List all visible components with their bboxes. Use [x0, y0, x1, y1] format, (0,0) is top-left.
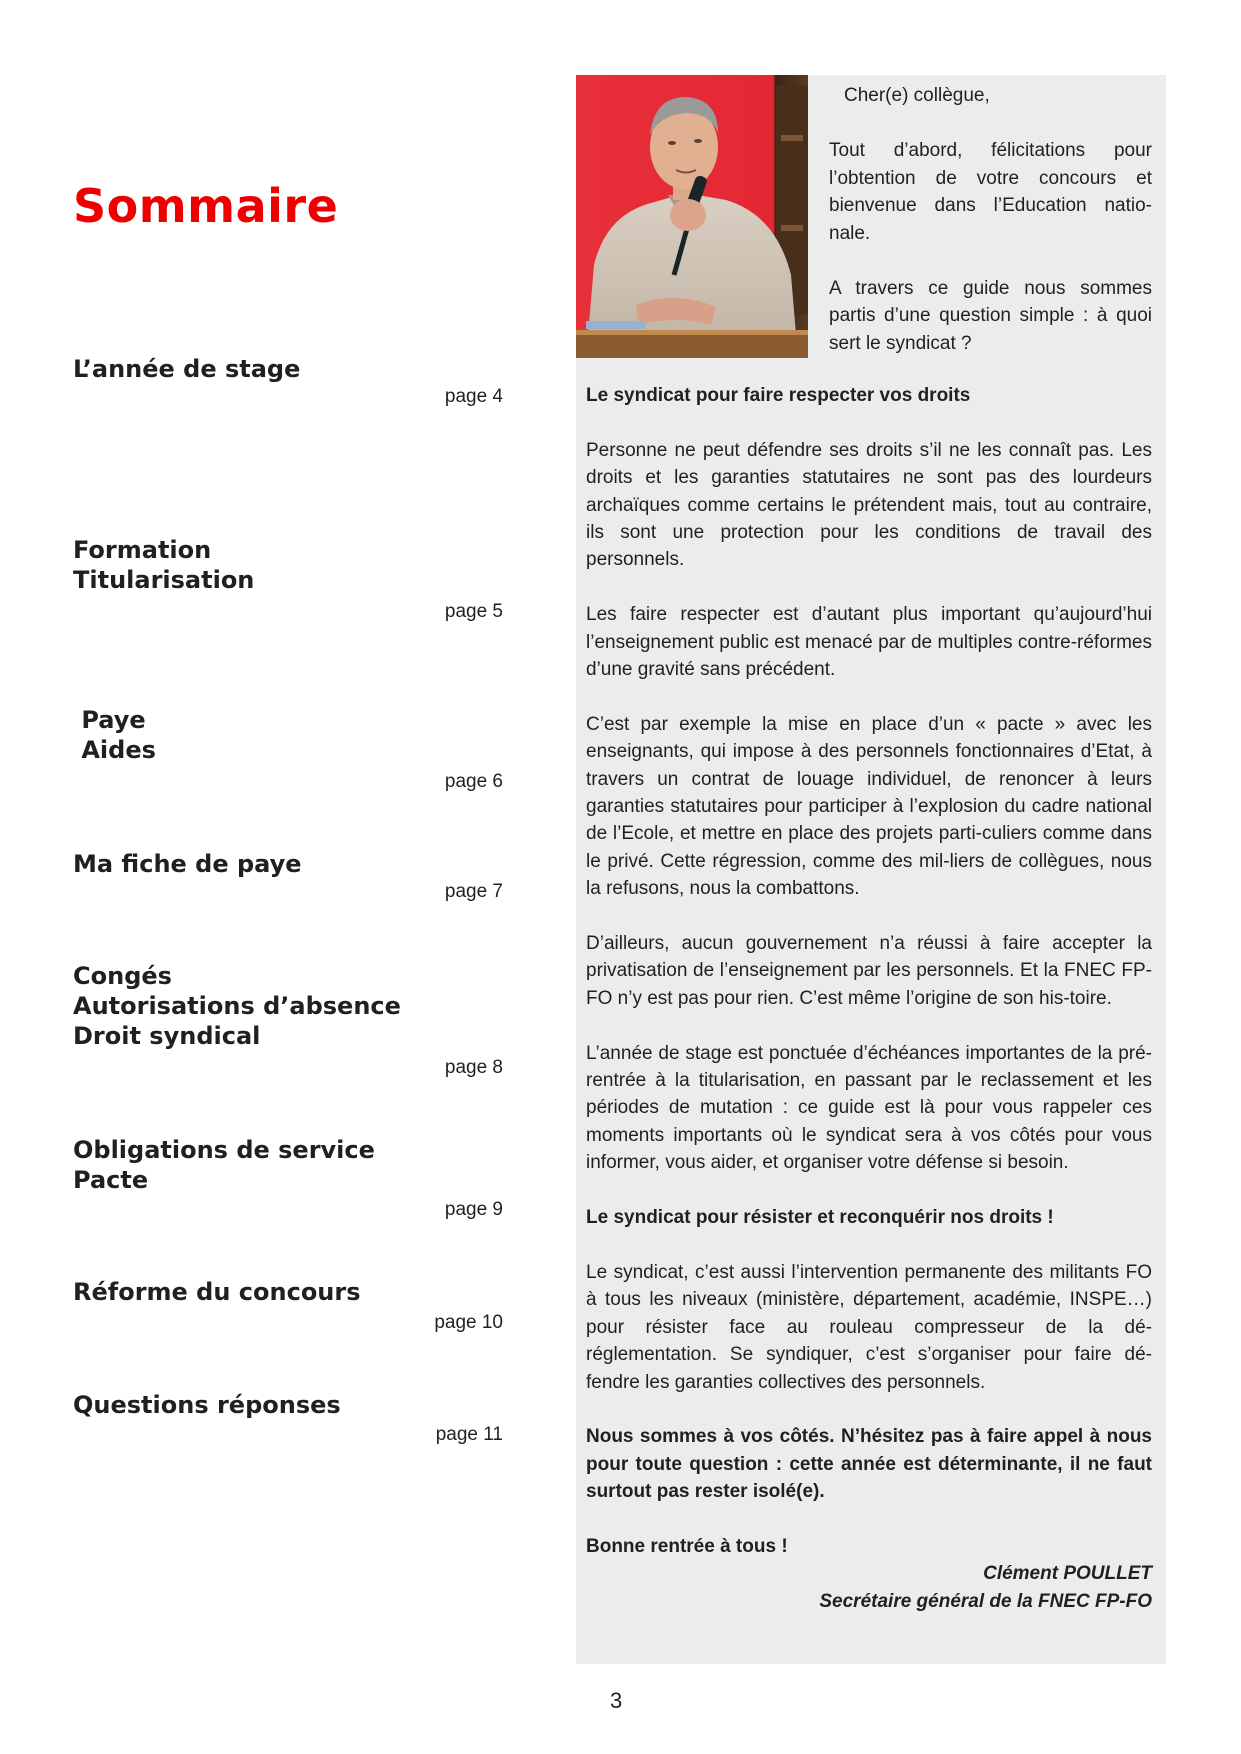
toc-heading: Ma fiche de paye [73, 850, 302, 878]
signoff: Bonne rentrée à tous ! [586, 1535, 788, 1557]
toc-item-questions-reponses[interactable] [73, 1390, 503, 1445]
body-paragraph: Les faire respecter est d’autant plus important qu’aujourd’hui l’enseignement public est menacé par de multiples contre-réformes d’une gravité sans précédent. [586, 604, 1152, 681]
toc-heading: Obligations de service Pacte [73, 1136, 375, 1194]
toc-heading: Paye Aides [81, 706, 156, 764]
letter-body [586, 382, 1152, 1615]
body-paragraph: Le syndicat, c’est aussi l’intervention permanente des militants FO à tous les niveaux (ministère, département, académie, INSPE…) pour résister face au rouleau compresseur de la dé-réglementation. Se syndiquer, c’est s’organiser pour faire dé-fendre les garanties collectives des personnels. [586, 1261, 1152, 1393]
page-number: 3 [610, 1688, 623, 1713]
toc-heading: Réforme du concours [73, 1278, 361, 1306]
signature-name: Clément POULLET [983, 1563, 1152, 1585]
section-heading: Le syndicat pour faire respecter vos droits [586, 385, 971, 406]
toc-page-number: page 7 [444, 881, 503, 902]
toc-item-reforme-du-concours[interactable] [73, 1277, 503, 1333]
body-paragraph: L’année de stage est ponctuée d’échéances importantes de la pré-rentrée à la titularisation, en passant par le reclassement et les périodes de mutation : ce guide est là pour vous rappeler ces moments importants où le syndicat sera à vos côtés pour vous informer, vous aider, et organiser votre défense si besoin. [586, 1042, 1152, 1174]
toc-item-fiche-de-paye[interactable] [73, 849, 503, 902]
toc-item-conges[interactable] [73, 961, 503, 1078]
section-heading: Le syndicat pour résister et reconquérir nos droits ! [586, 1207, 1054, 1229]
toc-page-number: page 6 [444, 771, 503, 792]
toc-page-number: page 4 [444, 386, 503, 407]
closing-paragraph: Nous sommes à vos côtés. N’hésitez pas à faire appel à nous pour toute question : cette année est déterminante, il ne faut surtout pas rester isolé(e). [586, 1426, 1152, 1503]
toc-item-formation[interactable] [73, 535, 503, 622]
toc-page-number: page 5 [444, 601, 503, 622]
letter-greeting: Cher(e) collègue, [844, 85, 990, 106]
toc-page-number: page 11 [435, 1424, 503, 1445]
toc-heading: Formation Titularisation [73, 536, 255, 594]
sommaire-title: Sommaire [73, 179, 339, 233]
body-paragraph: C’est par exemple la mise en place d’un « pacte » avec les enseignants, qui impose à des personnels fonctionnaires d’Etat, à travers un contrat de louage individuel, de renoncer à leurs garanties statutaires pour participer à l’explosion du cadre national de l’Ecole, et mettre en place des projets parti-culiers comme dans le privé. Cette régression, comme des mil-liers de collègues, nous la refusons, nous la combattons. [586, 713, 1152, 900]
toc-page-number: page 10 [434, 1312, 503, 1333]
toc-item-annee-de-stage[interactable] [73, 354, 503, 407]
toc-heading: Questions réponses [73, 1391, 341, 1419]
toc-page-number: page 8 [444, 1057, 503, 1078]
intro-paragraph: Tout d’abord, félicitations pour l’obtention de votre concours et bienvenue dans l’Education natio-nale. [829, 140, 1152, 244]
body-paragraph: D’ailleurs, aucun gouvernement n’a réussi à faire accepter la privatisation de l’enseignement par les personnels. Et la FNEC FP-FO n’y est pas pour rien. C’est même l’origine de son his-toire. [586, 933, 1152, 1009]
intro-paragraph: A travers ce guide nous sommes partis d’une question simple : à quoi sert le syndicat ? [829, 277, 1152, 354]
toc-heading: Congés Autorisations d’absence Droit syndical [73, 962, 401, 1050]
signature-title: Secrétaire général de la FNEC FP-FO [819, 1590, 1152, 1612]
toc-page-number: page 9 [444, 1199, 503, 1220]
portrait-illustration [576, 75, 808, 358]
toc-item-paye[interactable] [73, 705, 503, 792]
letter-intro [829, 82, 1152, 357]
author-photo [576, 75, 808, 358]
toc-heading: L’année de stage [73, 355, 301, 383]
toc-item-obligations-de-service[interactable] [73, 1135, 503, 1220]
body-paragraph: Personne ne peut défendre ses droits s’il ne les connaît pas. Les droits et les garanties statutaires ne sont pas des lourdeurs archaïques comme certains le prétendent mais, tout au contraire, ils sont une protection pour les conditions de travail des personnels. [586, 439, 1152, 571]
